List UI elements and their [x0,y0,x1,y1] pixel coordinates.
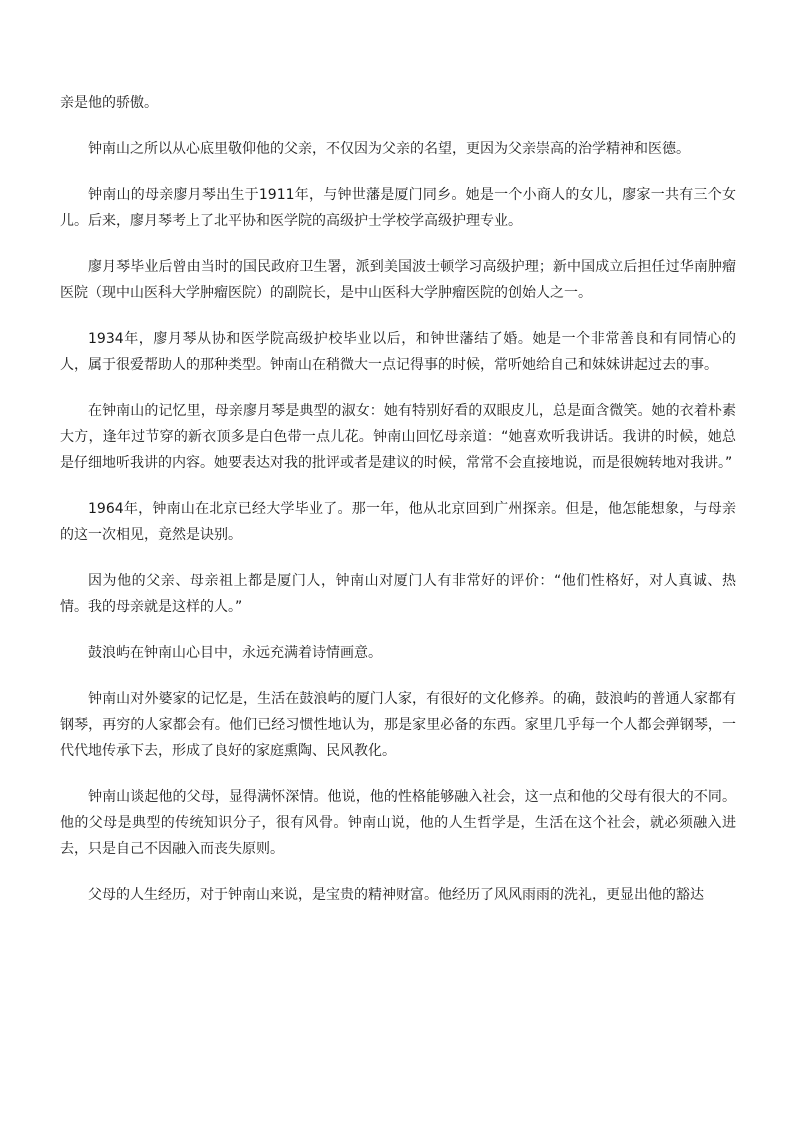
paragraph-11: 钟南山谈起他的父母，显得满怀深情。他说，他的性格能够融入社会，这一点和他的父母有很大的不同。他的父母是典型的传统知识分子，很有风骨。钟南山说，他的人生哲学是，生活在这个社会，就必须融入进去，只是自己不因融入而丧失原则。 [60,789,736,857]
paragraph-3: 钟南山的母亲廖月琴出生于1911年，与钟世藩是厦门同乡。她是一个小商人的女儿，廖家一共有三个女儿。后来，廖月琴考上了北平协和医学院的高级护士学校学高级护理专业。 [60,187,736,229]
paragraph-9: 鼓浪屿在钟南山心目中，永远充满着诗情画意。 [88,645,382,661]
paragraph-4: 廖月琴毕业后曾由当时的国民政府卫生署，派到美国波士顿学习高级护理；新中国成立后担任过华南肿瘤医院（现中山医科大学肿瘤医院）的副院长，是中山医科大学肿瘤医院的创始人之一。 [60,259,736,301]
paragraph-12: 父母的人生经历，对于钟南山来说，是宝贵的精神财富。他经历了风风雨雨的洗礼，更显出他的豁达 [88,887,704,903]
paragraph-6: 在钟南山的记忆里，母亲廖月琴是典型的淑女：她有特别好看的双眼皮儿，总是面含微笑。她的衣着朴素大方，逢年过节穿的新衣顶多是白色带一点儿花。钟南山回忆母亲道：“她喜欢听我讲话。我讲的时候，她总是仔细地听我讲的内容。她要表达对我的批评或者是建议的时候，常常不会直接地说，而是很婉转地对我讲。” [60,403,736,471]
paragraph-8: 因为他的父亲、母亲祖上都是厦门人，钟南山对厦门人有非常好的评价：“他们性格好，对人真诚、热情。我的母亲就是这样的人。” [60,573,736,615]
paragraph-7: 1964年，钟南山在北京已经大学毕业了。那一年，他从北京回到广州探亲。但是，他怎能想象，与母亲的这一次相见，竟然是诀别。 [60,501,736,543]
document-body [60,90,736,928]
paragraph-1: 亲是他的骄傲。 [60,95,158,111]
paragraph-5: 1934年，廖月琴从协和医学院高级护校毕业以后，和钟世藩结了婚。她是一个非常善良和有同情心的人，属于很爱帮助人的那种类型。钟南山在稍微大一点记得事的时候，常听她给自己和妹妹讲起过去的事。 [60,331,736,373]
paragraph-2: 钟南山之所以从心底里敬仰他的父亲，不仅因为父亲的名望，更因为父亲崇高的治学精神和医德。 [88,141,690,157]
paragraph-10: 钟南山对外婆家的记忆是，生活在鼓浪屿的厦门人家，有很好的文化修养。的确，鼓浪屿的普通人家都有钢琴，再穷的人家都会有。他们已经习惯性地认为，那是家里必备的东西。家里几乎每一个人都会弹钢琴，一代代地传承下去，形成了良好的家庭熏陶、民风教化。 [60,691,736,759]
